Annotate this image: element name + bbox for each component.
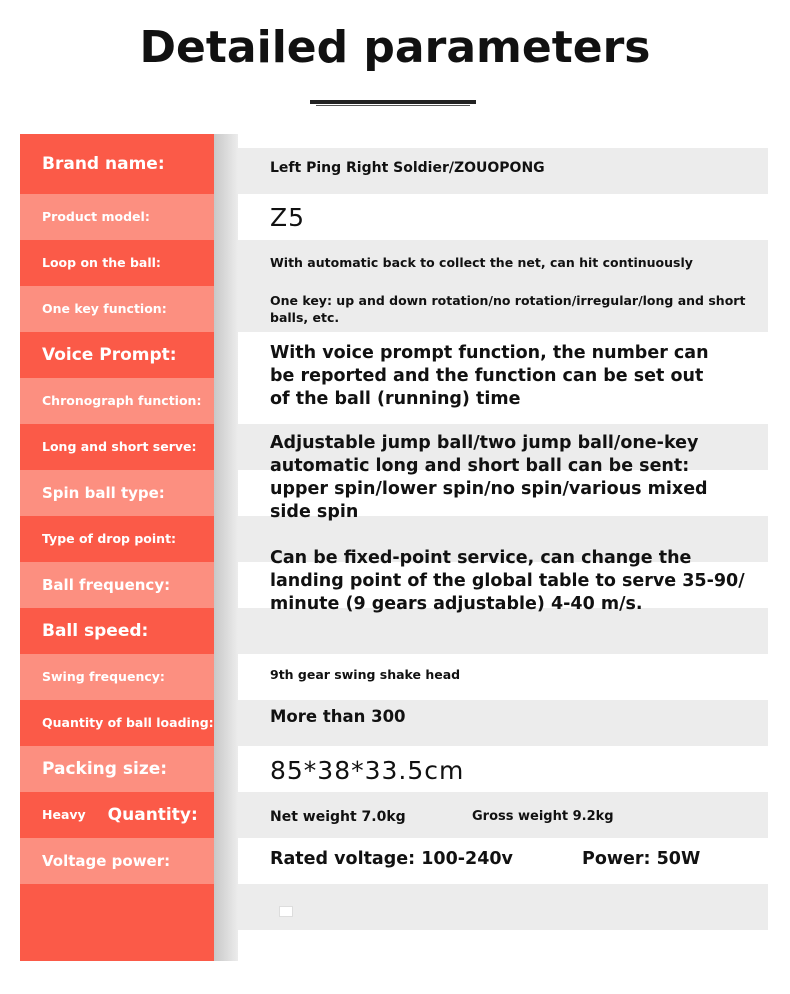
value-voltage: Rated voltage: 100-240v: [270, 849, 513, 869]
column-shadow: [214, 134, 238, 961]
label-loop: Loop on the ball:: [20, 240, 214, 286]
page-title: Detailed parameters: [139, 22, 651, 73]
label-voice: Voice Prompt:: [20, 332, 214, 378]
value-gross-weight: Gross weight 9.2kg: [472, 809, 614, 824]
value-quantity: More than 300: [270, 707, 406, 726]
label-column: [20, 134, 214, 961]
value-loop: With automatic back to collect the net, can hit continuously: [270, 255, 693, 270]
small-mark: [279, 906, 293, 917]
label-heavy: [20, 792, 214, 838]
label-drop: Type of drop point:: [20, 516, 214, 562]
value-drop: Can be fixed-point service, can change the landing point of the global table to serve 35-90/ minute (9 gears adjustable) 4-40 m/s.: [270, 548, 745, 614]
label-voltage: Voltage power:: [20, 838, 214, 884]
title-underline: [310, 100, 476, 104]
value-onekey: One key: up and down rotation/no rotation/irregular/long and short balls, etc.: [270, 293, 746, 325]
value-model: Z5: [270, 203, 306, 232]
label-chrono: Chronograph function:: [20, 378, 214, 424]
row-bg: [238, 194, 768, 240]
label-model: Product model:: [20, 194, 214, 240]
value-packing: 85*38*33.5cm: [270, 756, 465, 785]
label-onekey: One key function:: [20, 286, 214, 332]
value-voice: With voice prompt function, the number can be reported and the function can be set out of the ball (running) time: [270, 343, 709, 409]
value-serve: Adjustable jump ball/two jump ball/one-key automatic long and short ball can be sent: upper spin/lower spin/no spin/various mixed side spin: [270, 433, 708, 522]
label-brand: Brand name:: [20, 134, 214, 194]
row-bg: [238, 884, 768, 930]
label-spin: Spin ball type:: [20, 470, 214, 516]
label-empty: [20, 884, 214, 961]
value-power: Power: 50W: [582, 849, 701, 869]
label-frequency: Ball frequency:: [20, 562, 214, 608]
value-swing: 9th gear swing shake head: [270, 667, 461, 682]
label-swing: Swing frequency:: [20, 654, 214, 700]
label-serve: Long and short serve:: [20, 424, 214, 470]
label-packing: Packing size:: [20, 746, 214, 792]
label-quantity-word: Quantity:: [107, 805, 198, 825]
value-net-weight: Net weight 7.0kg: [270, 809, 406, 825]
label-speed: Ball speed:: [20, 608, 214, 654]
label-quantity-loading: Quantity of ball loading:: [20, 700, 214, 746]
label-heavy-word: Heavy: [42, 807, 86, 822]
title-underline-thin: [316, 105, 470, 106]
value-brand: Left Ping Right Soldier/ZOUOPONG: [270, 160, 545, 176]
